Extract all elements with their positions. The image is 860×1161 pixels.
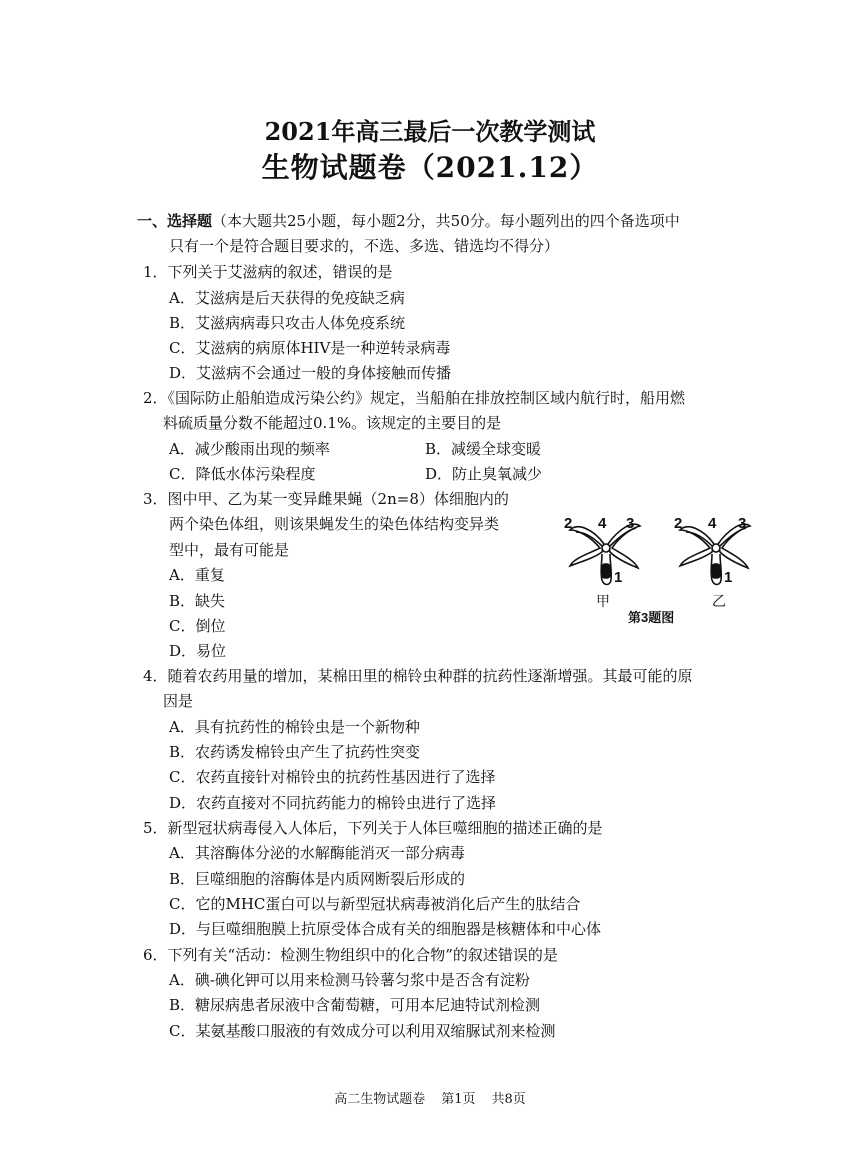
footer-page-number: 第1页 — [441, 1092, 476, 1107]
section-heading-line — [137, 211, 680, 231]
label-4-left: 4 — [598, 515, 607, 532]
label-2-left: 2 — [564, 515, 573, 532]
question-5-option-c: C．它的MHC蛋白可以与新型冠状病毒被消化后产生的肽结合 — [169, 895, 581, 913]
question-3-option-b: B．缺失 — [169, 592, 226, 610]
chromosome-diagram — [556, 500, 776, 630]
question-3-option-a: A．重复 — [169, 566, 225, 584]
question-5-option-a: A．其溶酶体分泌的水解酶能消灭一部分病毒 — [169, 844, 465, 862]
question-6-option-c: C．某氨基酸口服液的有效成分可以利用双缩脲试剂来检测 — [169, 1022, 556, 1040]
question-6-option-b: B．糖尿病患者尿液中含葡萄糖，可用本尼迪特试剂检测 — [169, 996, 541, 1014]
label-3-right: 3 — [738, 515, 747, 532]
question-3-stem-cont2: 型中，最有可能是 — [169, 541, 290, 559]
label-2-right: 2 — [674, 515, 683, 532]
exam-subtitle: 生物试题卷（2021.12） — [261, 151, 599, 184]
figure-label-yi: 乙 — [712, 594, 726, 610]
question-2-option-d: D．防止臭氧减少 — [425, 465, 543, 483]
question-6-stem: 6．下列有关“活动：检测生物组织中的化合物”的叙述错误的是 — [143, 946, 558, 964]
exam-title: 2021年高三最后一次教学测试 — [264, 117, 596, 146]
question-1-stem: 1．下列关于艾滋病的叙述，错误的是 — [143, 263, 393, 281]
question-3-option-c: C．倒位 — [169, 617, 226, 635]
label-1-left: 1 — [614, 569, 623, 586]
figure-caption: 第3题图 — [628, 610, 675, 625]
page-footer — [0, 1088, 860, 1107]
question-5-option-d: D．与巨噬细胞膜上抗原受体合成有关的细胞器是核糖体和中心体 — [169, 920, 602, 938]
question-5-option-b: B．巨噬细胞的溶酶体是内质网断裂后形成的 — [169, 870, 466, 888]
section-heading: 一、选择题 — [137, 212, 213, 230]
question-5-stem: 5．新型冠状病毒侵入人体后，下列关于人体巨噬细胞的描述正确的是 — [143, 819, 603, 837]
question-4-option-d: D．农药直接对不同抗药能力的棉铃虫进行了选择 — [169, 794, 497, 812]
question-4-option-c: C．农药直接针对棉铃虫的抗药性基因进行了选择 — [169, 768, 496, 786]
question-3-figure — [556, 500, 776, 630]
question-2-option-a: A．减少酸雨出现的频率 — [169, 440, 330, 458]
question-2-stem-cont: 料硫质量分数不能超过0.1%。该规定的主要目的是 — [163, 414, 502, 432]
question-4-option-a: A．具有抗药性的棉铃虫是一个新物种 — [169, 718, 420, 736]
label-3-left: 3 — [626, 515, 635, 532]
label-1-right: 1 — [724, 569, 733, 586]
question-1-option-d: D．艾滋病不会通过一般的身体接触而传播 — [169, 364, 452, 382]
question-4-stem: 4．随着农药用量的增加，某棉田里的棉铃虫种群的抗药性逐渐增强。其最可能的原 — [143, 667, 693, 685]
label-4-right: 4 — [708, 515, 717, 532]
question-3-stem-cont: 两个染色体组，则该果蝇发生的染色体结构变异类 — [169, 515, 500, 533]
question-6-option-a: A．碘-碘化钾可以用来检测马铃薯匀浆中是否含有淀粉 — [169, 971, 530, 989]
footer-doc-title: 高二生物试题卷 — [334, 1092, 426, 1107]
footer-total-pages: 共8页 — [491, 1092, 526, 1107]
chromosome-set-yi — [680, 524, 750, 584]
question-1-option-a: A．艾滋病是后天获得的免疫缺乏病 — [169, 289, 405, 307]
question-3-stem: 3．图中甲、乙为某一变异雌果蝇（2n=8）体细胞内的 — [143, 490, 509, 508]
figure-label-jia: 甲 — [596, 594, 610, 610]
chromosome-set-jia — [570, 524, 640, 584]
question-2-stem: 2．《国际防止船舶造成污染公约》规定，当船舶在排放控制区域内航行时，船用燃 — [143, 389, 686, 407]
question-2-option-b: B．减缓全球变暖 — [425, 440, 542, 458]
question-1-option-c: C．艾滋病的病原体HIV是一种逆转录病毒 — [169, 339, 451, 357]
question-2-option-c: C．降低水体污染程度 — [169, 465, 316, 483]
question-1-option-b: B．艾滋病病毒只攻击人体免疫系统 — [169, 314, 406, 332]
section-instructions-cont: 只有一个是符合题目要求的，不选、多选、错选均不得分） — [169, 237, 560, 255]
question-4-stem-cont: 因是 — [163, 692, 194, 710]
section-instructions: （本大题共25小题，每小题2分，共50分。每小题列出的四个备选项中 — [212, 212, 680, 230]
question-4-option-b: B．农药诱发棉铃虫产生了抗药性突变 — [169, 743, 421, 761]
question-3-option-d: D．易位 — [169, 642, 227, 660]
